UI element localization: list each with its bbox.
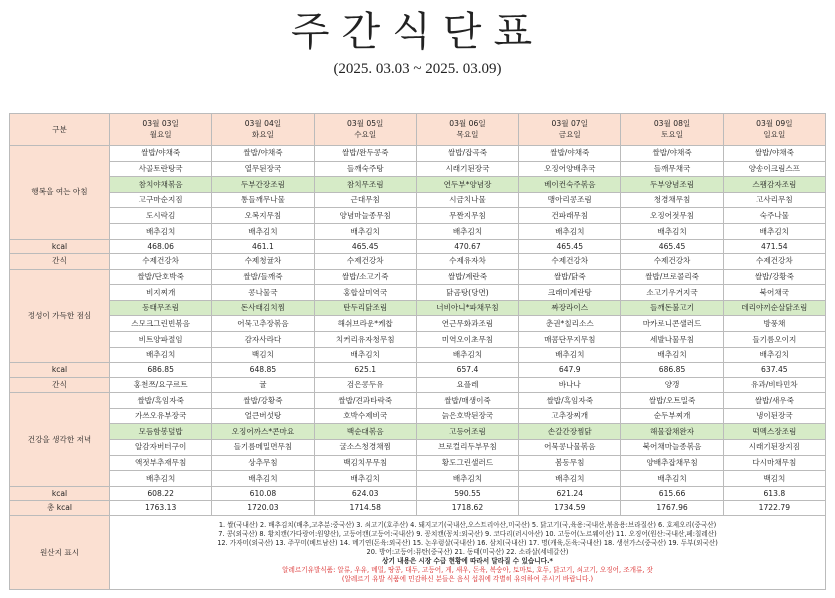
dinner-menu-item: 배추김치	[621, 471, 723, 487]
origin-row	[10, 515, 826, 589]
dinner-menu-item: 고추장찌개	[519, 408, 621, 424]
lunch-kcal-value: 648.85	[212, 363, 314, 377]
total-kcal-value: 1714.58	[314, 501, 416, 515]
day-weekday: 금요일	[558, 130, 581, 140]
lunch-row	[10, 316, 826, 332]
lunch-menu-item: 너비아니*파채무침	[416, 300, 518, 316]
breakfast-kcal-value: 465.45	[314, 239, 416, 253]
breakfast-menu-item: 시금치나물	[416, 192, 518, 208]
lunch-row	[10, 332, 826, 348]
breakfast-label: 행복을 여는 아침	[10, 145, 110, 239]
dinner-kcal-value: 624.03	[314, 486, 416, 500]
snack1-item: 수제건강차	[110, 254, 212, 269]
dinner-kcal-value: 613.8	[723, 486, 825, 500]
breakfast-menu-item: 양념마늘종무침	[314, 208, 416, 224]
day-date: 03월 06일	[449, 118, 486, 128]
lunch-menu-item: 쌀밥/브로콜리죽	[621, 269, 723, 285]
lunch-menu-item: 들기름오이지	[723, 332, 825, 348]
dinner-row	[10, 471, 826, 487]
dinner-kcal-value: 610.08	[212, 486, 314, 500]
total-kcal-value: 1734.59	[519, 501, 621, 515]
lunch-menu-item: 미역오이초무침	[416, 332, 518, 348]
breakfast-menu-item: 쌀밥/야채죽	[212, 145, 314, 161]
dinner-menu-item: 냉이된장국	[723, 408, 825, 424]
lunch-menu-item: 해쉬브라운*케찹	[314, 316, 416, 332]
snack2-item: 양갱	[621, 377, 723, 392]
breakfast-menu-item: 들깨무채국	[621, 161, 723, 177]
dinner-menu-item: 알감자버터구이	[110, 439, 212, 455]
dinner-menu-item: 브로컬리두부무침	[416, 439, 518, 455]
snack2-item: 귤	[212, 377, 314, 392]
lunch-row	[10, 285, 826, 301]
dinner-row	[10, 455, 826, 471]
breakfast-menu-item: 오징어양배추국	[519, 161, 621, 177]
dinner-kcal-row	[10, 486, 826, 500]
breakfast-menu-item: 쌀밥/야채죽	[621, 145, 723, 161]
snack2-item: 유과/비타민차	[723, 377, 825, 392]
weekly-menu-table	[9, 113, 826, 590]
dinner-menu-item: 백순대볶음	[314, 424, 416, 440]
lunch-menu-item: 감자사라다	[212, 332, 314, 348]
day-weekday: 월요일	[149, 130, 172, 140]
breakfast-menu-item: 맹아리콩조림	[519, 192, 621, 208]
dinner-menu-item: 쌀밥/강황죽	[212, 393, 314, 409]
page-title: 주간식단표	[290, 9, 545, 55]
breakfast-kcal-value: 465.45	[519, 239, 621, 253]
dinner-menu-item: 어묵콩나물볶음	[519, 439, 621, 455]
breakfast-menu-item: 배추김치	[519, 224, 621, 240]
breakfast-menu-item: 배추김치	[416, 224, 518, 240]
lunch-menu-item: 세발나물무침	[621, 332, 723, 348]
dinner-menu-item: 배추김치	[314, 471, 416, 487]
lunch-menu-item: 쌀밥/계란죽	[416, 269, 518, 285]
lunch-menu-item: 어묵고추장볶음	[212, 316, 314, 332]
dinner-row	[10, 393, 826, 409]
breakfast-menu-item: 쌀밥/야채죽	[519, 145, 621, 161]
dinner-menu-item: 쌀밥/흑임자죽	[519, 393, 621, 409]
lunch-menu-item: 배추김치	[621, 347, 723, 363]
breakfast-menu-item: 고사리무침	[723, 192, 825, 208]
breakfast-menu-item: 쌀밥/완두콩죽	[314, 145, 416, 161]
dinner-menu-item: 떡멕스장조림	[723, 424, 825, 440]
breakfast-menu-item: 배추김치	[110, 224, 212, 240]
breakfast-kcal-value: 465.45	[621, 239, 723, 253]
lunch-menu-item: 치커리유자청무침	[314, 332, 416, 348]
dinner-menu-item: 들기름메밀면무침	[212, 439, 314, 455]
breakfast-menu-item: 두부간장조림	[212, 177, 314, 193]
snack1-item: 수제청귤차	[212, 254, 314, 269]
breakfast-row	[10, 192, 826, 208]
breakfast-menu-item: 쌀밥/잡곡죽	[416, 145, 518, 161]
breakfast-row	[10, 224, 826, 240]
snack1-item: 수제건강차	[723, 254, 825, 269]
lunch-row	[10, 300, 826, 316]
lunch-menu-item: 비지찌개	[110, 285, 212, 301]
dinner-menu-item: 쌀밥/흑임자죽	[110, 393, 212, 409]
lunch-kcal-value: 647.9	[519, 363, 621, 377]
dinner-kcal-value: 608.22	[110, 486, 212, 500]
lunch-menu-item: 소고기우거지국	[621, 285, 723, 301]
lunch-menu-item: 배추김치	[723, 347, 825, 363]
snack2-item: 검은콩두유	[314, 377, 416, 392]
breakfast-row	[10, 145, 826, 161]
dinner-label: 건강을 생각한 저녁	[10, 393, 110, 487]
dinner-menu-item: 오징어까스*콘마요	[212, 424, 314, 440]
breakfast-menu-item: 청경채무침	[621, 192, 723, 208]
total-kcal-row	[10, 501, 826, 515]
lunch-menu-item: 매콤단무지무침	[519, 332, 621, 348]
dinner-menu-item: 시래기된장지짐	[723, 439, 825, 455]
breakfast-menu-item: 양송이크림스프	[723, 161, 825, 177]
lunch-menu-item: 마카로니콘샐러드	[621, 316, 723, 332]
dinner-menu-item: 순두부찌개	[621, 408, 723, 424]
lunch-menu-item: 짜장라이스	[519, 300, 621, 316]
day-header	[723, 114, 825, 146]
lunch-menu-item: 쌀밥/단호박죽	[110, 269, 212, 285]
notice-line: 상기 내용은 시장 수급 현황에 따라서 달라질 수 있습니다.*	[382, 556, 553, 565]
total-kcal-value: 1767.96	[621, 501, 723, 515]
dinner-menu-item: 늙은호박된장국	[416, 408, 518, 424]
lunch-menu-item: 닭곰탕(당면)	[416, 285, 518, 301]
dinner-menu-item: 해물잡채완자	[621, 424, 723, 440]
dinner-menu-item: 배추김치	[416, 471, 518, 487]
breakfast-menu-item: 두부양념조림	[621, 177, 723, 193]
day-date: 03월 05일	[346, 118, 384, 128]
day-header	[212, 114, 314, 146]
dinner-kcal-value: 590.55	[416, 486, 518, 500]
breakfast-menu-item: 쌀밥/야채죽	[723, 145, 825, 161]
header-label: 구분	[10, 114, 110, 146]
day-header	[314, 114, 416, 146]
breakfast-menu-item: 시래기된장국	[416, 161, 518, 177]
lunch-row	[10, 269, 826, 285]
day-header	[110, 114, 212, 146]
breakfast-menu-item: 참치야채볶음	[110, 177, 212, 193]
breakfast-menu-item: 참치무조림	[314, 177, 416, 193]
day-header	[416, 114, 518, 146]
snack2-row	[10, 377, 826, 392]
breakfast-menu-item: 건파래무침	[519, 208, 621, 224]
breakfast-menu-item: 고구마순지짐	[110, 192, 212, 208]
allergy-line: (알레르기 유발 식품에 민감하신 분들은 음식 섭취에 각별히 유의하여 주시기 바랍니다.)	[341, 574, 594, 583]
lunch-label: 정성이 가득한 점심	[10, 269, 110, 363]
dinner-menu-item: 호박수제비국	[314, 408, 416, 424]
dinner-menu-item: 북어채마늘종볶음	[621, 439, 723, 455]
lunch-menu-item: 배추김치	[314, 347, 416, 363]
dinner-menu-item: 다시마채무침	[723, 455, 825, 471]
lunch-row	[10, 347, 826, 363]
day-header	[519, 114, 621, 146]
breakfast-menu-item: 베이컨숙주볶음	[519, 177, 621, 193]
dinner-menu-item: 양배추잡채무침	[621, 455, 723, 471]
dinner-kcal-value: 621.24	[519, 486, 621, 500]
dinner-menu-item: 쌀밥/오트밀죽	[621, 393, 723, 409]
day-header	[621, 114, 723, 146]
snack1-item: 수제건강차	[519, 254, 621, 269]
dinner-menu-item: 봄동무침	[519, 455, 621, 471]
dinner-row	[10, 439, 826, 455]
day-weekday: 화요일	[251, 130, 274, 140]
dinner-menu-item: 모듬함봉덮밥	[110, 424, 212, 440]
lunch-menu-item: 콩나물국	[212, 285, 314, 301]
dinner-menu-item: 황도그린샐러드	[416, 455, 518, 471]
lunch-menu-item: 크래미계란탕	[519, 285, 621, 301]
breakfast-kcal-value: 461.1	[212, 239, 314, 253]
dinner-row	[10, 408, 826, 424]
lunch-menu-item: 쌀밥/소고기죽	[314, 269, 416, 285]
breakfast-menu-item: 배추김치	[212, 224, 314, 240]
day-weekday: 일요일	[763, 130, 786, 140]
breakfast-menu-item: 들깨숙주탕	[314, 161, 416, 177]
total-kcal-value: 1720.03	[212, 501, 314, 515]
dinner-menu-item: 쌀밥/새우죽	[723, 393, 825, 409]
breakfast-kcal-row	[10, 239, 826, 253]
snack1-item: 수제건강차	[621, 254, 723, 269]
origin-line: 12. 가자미(외국산) 13. 주꾸미(베트남산) 14. 메기연(돈육:외국산) 15. 논우렁살(국내산) 16. 삼치(국내산) 17. 명(캐육,돈육:국내산) 18. 생선가스(중국산) 19. 두부(외국산)	[217, 538, 718, 547]
lunch-menu-item: 스모크그린빈볶음	[110, 316, 212, 332]
day-weekday: 토요일	[661, 130, 684, 140]
dinner-menu-item: 백김치무무침	[314, 455, 416, 471]
breakfast-menu-item: 열무된장국	[212, 161, 314, 177]
snack2-item: 요플레	[416, 377, 518, 392]
origin-notes	[110, 515, 826, 589]
lunch-menu-item: 백김치	[212, 347, 314, 363]
breakfast-menu-item: 오복지무침	[212, 208, 314, 224]
breakfast-kcal-value: 471.54	[723, 239, 825, 253]
breakfast-menu-item: 오징어젓무침	[621, 208, 723, 224]
lunch-kcal-value: 637.45	[723, 363, 825, 377]
breakfast-menu-item: 쌀밥/야채죽	[110, 145, 212, 161]
breakfast-row	[10, 161, 826, 177]
breakfast-row	[10, 177, 826, 193]
day-weekday: 목요일	[456, 130, 479, 140]
dinner-menu-item: 가쓰오유부장국	[110, 408, 212, 424]
dinner-menu-item: 쌀밥/매생이죽	[416, 393, 518, 409]
lunch-menu-item: 데리야끼순살닭조림	[723, 300, 825, 316]
breakfast-menu-item: 근대무침	[314, 192, 416, 208]
lunch-menu-item: 탄두리닭조림	[314, 300, 416, 316]
menu-period: (2025. 03.03 ~ 2025. 03.09)	[333, 61, 502, 77]
snack1-item: 수제건강차	[314, 254, 416, 269]
lunch-menu-item: 춘권*칠리소스	[519, 316, 621, 332]
snack2-label: 간식	[10, 377, 110, 392]
dinner-menu-item: 액젓부추재무침	[110, 455, 212, 471]
snack2-item: 홍천쯔/요구르트	[110, 377, 212, 392]
snack1-row	[10, 254, 826, 269]
lunch-menu-item: 동태무조림	[110, 300, 212, 316]
lunch-kcal-value: 686.85	[621, 363, 723, 377]
breakfast-menu-item: 배추김치	[621, 224, 723, 240]
lunch-menu-item: 쌀밥/닭죽	[519, 269, 621, 285]
breakfast-kcal-label: kcal	[10, 239, 110, 253]
origin-line: 1. 쌀(국내산) 2. 배추김치(배추,고추분:중국산) 3. 쇠고기(호주산) 4. 돼지고기(국내산,오스트리아산,미국산) 5. 닭고기(국,육용:국내산,볶음용:브라질산) 6. 호제오리(중국산)	[218, 520, 717, 529]
lunch-menu-item: 북어채국	[723, 285, 825, 301]
header-row	[10, 114, 826, 146]
breakfast-row	[10, 208, 826, 224]
origin-line: 7. 콩(외국산) 8. 황치캔(가다랑어:원양산), 고등어캔(고등어:국내산) 9. 꽁치캔(꽁치:외국산) 9. 코다리(러시아산) 10. 고등어(노르웨이산) 11. 오징어(원산:국내산,페:칠레산)	[218, 529, 717, 538]
lunch-kcal-label: kcal	[10, 363, 110, 377]
lunch-menu-item: 배추김치	[110, 347, 212, 363]
lunch-kcal-value: 686.85	[110, 363, 212, 377]
dinner-menu-item: 손갈간장찜닭	[519, 424, 621, 440]
total-kcal-value: 1763.13	[110, 501, 212, 515]
lunch-menu-item: 비트양파절임	[110, 332, 212, 348]
day-weekday: 수요일	[354, 130, 377, 140]
dinner-menu-item: 상추무침	[212, 455, 314, 471]
dinner-menu-item: 배추김치	[212, 471, 314, 487]
lunch-kcal-value: 625.1	[314, 363, 416, 377]
lunch-kcal-value: 657.4	[416, 363, 518, 377]
lunch-menu-item: 연근무화과조림	[416, 316, 518, 332]
dinner-kcal-label: kcal	[10, 486, 110, 500]
lunch-menu-item: 들깨돈불고기	[621, 300, 723, 316]
origin-label: 원산지 표시	[10, 515, 110, 589]
day-date: 03월 08일	[653, 118, 691, 128]
breakfast-menu-item: 통들깨무나물	[212, 192, 314, 208]
day-date: 03월 04일	[244, 118, 282, 128]
breakfast-menu-item: 숙주나물	[723, 208, 825, 224]
dinner-menu-item: 얼큰버섯탕	[212, 408, 314, 424]
breakfast-menu-item: 연두부*양념장	[416, 177, 518, 193]
lunch-menu-item: 돈사태김치찜	[212, 300, 314, 316]
dinner-row	[10, 424, 826, 440]
day-date: 03월 03일	[142, 118, 179, 128]
lunch-menu-item: 쌀밥/들깨죽	[212, 269, 314, 285]
lunch-kcal-row	[10, 363, 826, 377]
lunch-menu-item: 방풍채	[723, 316, 825, 332]
lunch-menu-item: 배추김치	[519, 347, 621, 363]
dinner-menu-item: 배추김치	[110, 471, 212, 487]
breakfast-kcal-value: 468.06	[110, 239, 212, 253]
total-kcal-label: 총 kcal	[10, 501, 110, 515]
lunch-menu-item: 쌀밥/강황죽	[723, 269, 825, 285]
dinner-menu-item: 백김치	[723, 471, 825, 487]
breakfast-kcal-value: 470.67	[416, 239, 518, 253]
breakfast-menu-item: 도시락김	[110, 208, 212, 224]
origin-line: 20. 방어:고등어:뮤탄(중국산) 21. 동태(미국산) 22. 소라살(세네갈산)	[366, 547, 569, 556]
breakfast-menu-item: 배추김치	[723, 224, 825, 240]
breakfast-menu-item: 스팸감자조림	[723, 177, 825, 193]
dinner-kcal-value: 615.66	[621, 486, 723, 500]
total-kcal-value: 1718.62	[416, 501, 518, 515]
allergy-line: 알레르기유발식품: 알류, 우유, 메밀, 땅콩, 대두, 고등어, 게, 새우, 돈육, 복숭아, 토마토, 호두, 닭고기, 쇠고기, 오징어, 조개류, 잣	[282, 565, 653, 574]
dinner-menu-item: 굴소스청경채찜	[314, 439, 416, 455]
day-date: 03월 07일	[551, 118, 588, 128]
snack1-item: 수제유자차	[416, 254, 518, 269]
dinner-menu-item: 고등어조림	[416, 424, 518, 440]
breakfast-menu-item: 배추김치	[314, 224, 416, 240]
snack2-item: 바나나	[519, 377, 621, 392]
dinner-menu-item: 쌀밥/견과타락죽	[314, 393, 416, 409]
breakfast-menu-item: 사골토란탕국	[110, 161, 212, 177]
breakfast-menu-item: 무짠지무침	[416, 208, 518, 224]
total-kcal-value: 1722.79	[723, 501, 825, 515]
lunch-menu-item: 홍합살미역국	[314, 285, 416, 301]
snack1-label: 간식	[10, 254, 110, 269]
lunch-menu-item: 배추김치	[416, 347, 518, 363]
day-date: 03월 09일	[756, 118, 793, 128]
dinner-menu-item: 배추김치	[519, 471, 621, 487]
